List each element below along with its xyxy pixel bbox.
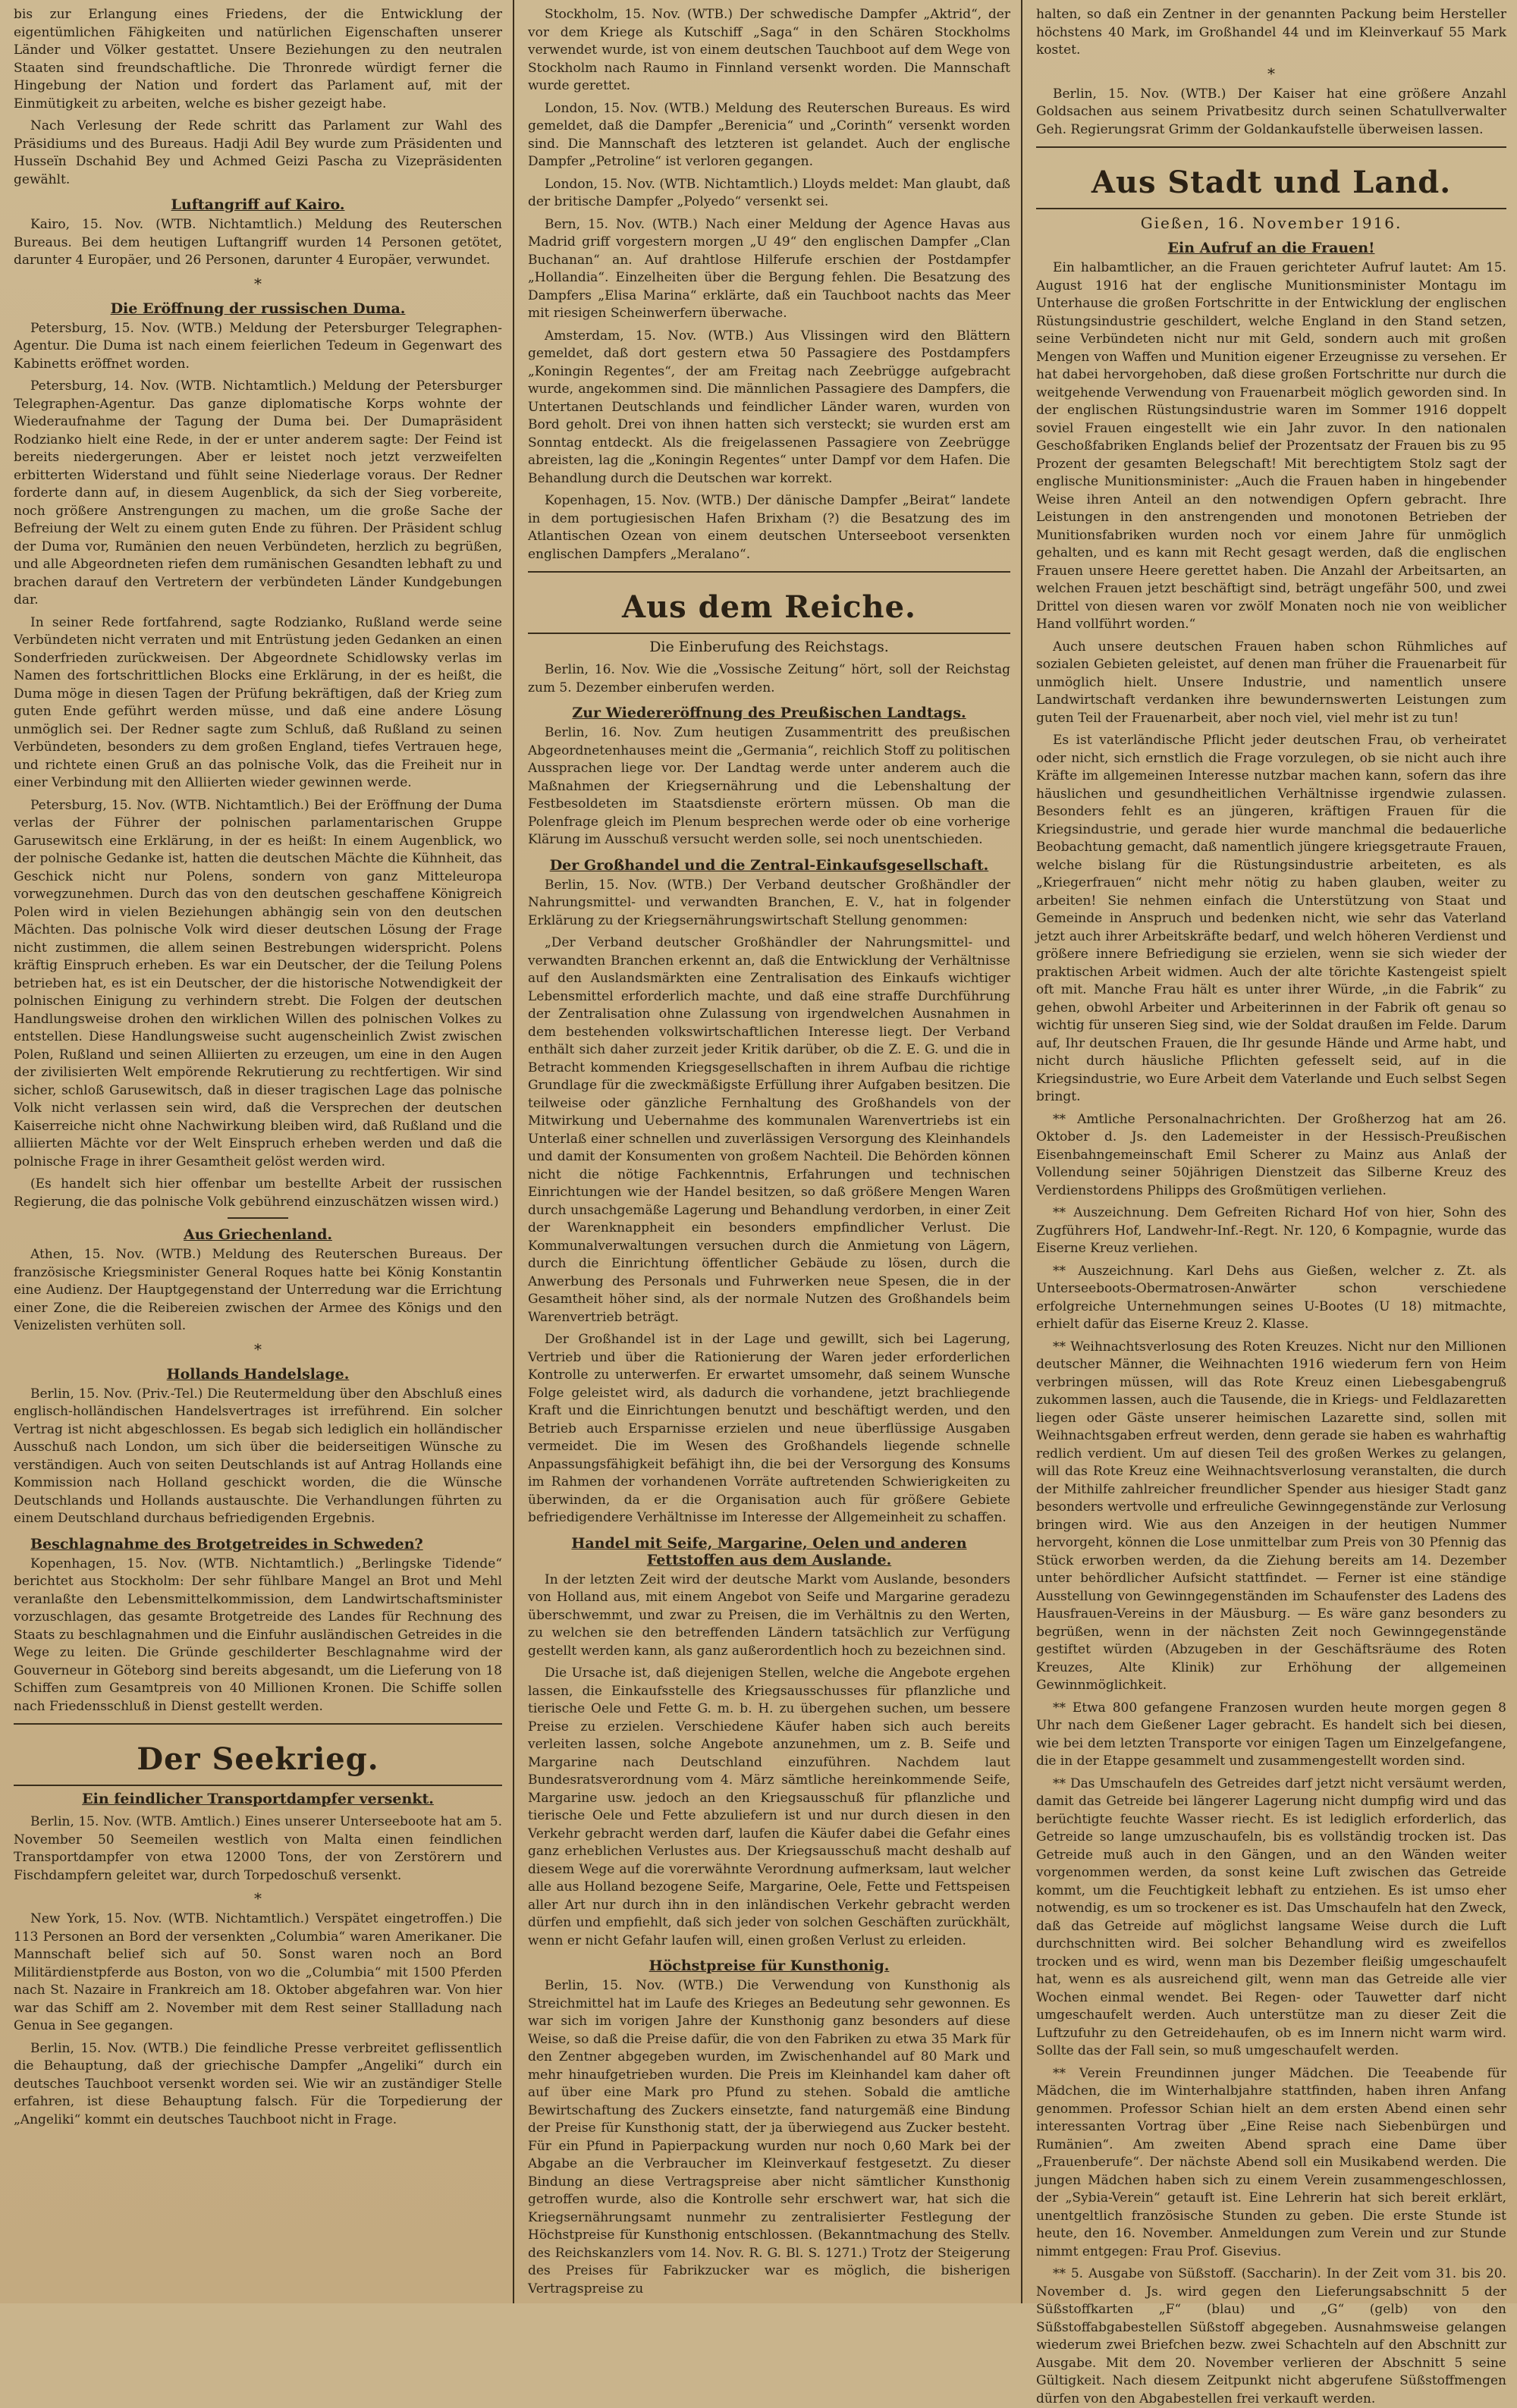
dateline: Gießen, 16. November 1916. bbox=[1140, 214, 1402, 232]
column-middle bbox=[513, 0, 1021, 2303]
article-seife-2: Die Ursache ist, daß diejenigen Stellen, welche die Angebote ergehen lassen, die Einkaufsstelle des Kriegsausschusses für pflanzliche und tierische Oele und Fette G. m. b. H. zu übergehen suchen, um bessere Preise zu erzielen. Verschiedene Käufer haben sich auch bereits verleiten lassen, solche Angebote anzunehmen, um z. B. Seife und Margarine nach Deutschland einzuführen. Nachdem laut Bundesratsverordnung vom 4. März sämtliche hereinkommende Seife, Margarine usw. jedoch an den Kriegsausschuß für pflanzliche und tierische Oele und Fette abzuliefern ist und nur durch diesen in den Verkehr gebracht werden darf, laufen die Käufer dabei die Gefahr eines ganz erheblichen Verlustes aus. Der Kriegsausschuß macht deshalb auf diesem Wege auf die vorerwähnte Verordnung aufmerksam, laut welcher alle aus Holland bezogene Seife, Margarine, Oele, Fette und Fettspeisen aller Art nur durch ihn in den inländischen Verkehr gebracht werden dürfen und empfiehlt, daß sich jeder von solchen Geschäften zurückhält, wenn er nicht Gefahr laufen will, einen großen Verlust zu erleiden. bbox=[528, 1666, 1010, 1948]
article-aufruf-2: Auch unsere deutschen Frauen haben schon Rühmliches auf sozialen Gebieten geleistet, auf denen man früher die Frauenarbeit für unmöglich hielt. Unsere Industrie, und namentlich unsere Landwirtschaft verdanken ihre bewundernswerten Leistungen zum guten Teil der Frauenarbeit, aber noch viel, viel mehr ist zu tun! bbox=[1036, 639, 1506, 726]
article-duma-5: (Es handelt sich hier offenbar um bestellte Arbeit der russischen Regierung, die das polnische Volk gebührend einzuschätzen wissen wird.) bbox=[14, 1176, 502, 1210]
article-duma-1: Petersburg, 15. Nov. (WTB.) Meldung der Petersburger Telegraphen-Agentur. Die Duma ist nach einem feierlichen Tedeum in Gegenwart des Kabinetts eröffnet worden. bbox=[14, 320, 502, 372]
headline-reichstag: Die Einberufung des Reichstags. bbox=[649, 639, 889, 655]
headline-kairo: Luftangriff auf Kairo. bbox=[171, 196, 345, 213]
article-angeliki: Berlin, 15. Nov. (WTB.) Die feindliche Presse verbreitet geflissentlich die Behauptung, daß der griechische Dampfer „Angeliki“ durch ein deutsches Tauchboot versenkt worden sei. Wie wir an zuständiger Stelle erfahren, ist diese Behauptung falsch. Für die Torpedierung der „Angeliki“ kommt ein deutsches Tauchboot nicht in Frage. bbox=[14, 2040, 502, 2127]
section-seekrieg bbox=[14, 1723, 502, 1786]
article-franzosen: ** Etwa 800 gefangene Franzosen wurden heute morgen gegen 8 Uhr nach dem Gießener Lager gebracht. Es handelt sich bei diesen, wie bei dem letzten Transporte vor einigen Tagen um Einzelgefangene, die in der Etappe gesammelt und zusammengestellt worden sind. bbox=[1036, 1700, 1506, 1769]
article-landtag: Berlin, 16. Nov. Zum heutigen Zusammentritt des preußischen Abgeordnetenhauses meint die „Germania“, reichlich Stoff zu politischen Aussprachen liege vor. Der Landtag werde unter anderem auch die Maßnahmen der Kriegsernährung und die Lebenshaltung der Festbesoldeten im Staatsdienste erörtern müssen. Ob man die Polenfrage gleich im Plenum besprechen werde oder ob eine vorherige Klärung im Ausschuß versucht werden solle, sei noch unentschieden. bbox=[528, 725, 1010, 847]
article-getreide: ** Das Umschaufeln des Getreides darf jetzt nicht versäumt werden, damit das Getreide bei längerer Lagerung nicht dumpfig wird und das berüchtigte feuchte Wasser riecht. Es ist lediglich erforderlich, das Getreide so lange umzuschaufeln, bis es vollständig trocken ist. Das Getreide muß auch in den Gängen, und an den Wänden weiter vorgenommen werden, da sonst keine Luft zwischen das Getreide kommt, um die Feuchtigkeit lebhaft zu entziehen. Es ist umso eher notwendig, es um so trockener es ist. Das Umschaufeln hat den Zweck, daß das Getreide auf möglichst langsame Weise durch die Luft durchschnitten wird. Bei solcher Behandlung wird es zweifellos trocken und es wird, wenn man bis Dezember fleißig umgeschaufelt hat, wenn es als ausreichend gilt, wenn man das Getreide alle vier Wochen einmal wendet. Bei Regen- oder Tauwetter darf nicht umgeschaufelt werden. Auch unterstütze man zu dieser Zeit die Luftzufuhr zu den Getreidehaufen, ob es im Innern nicht warm wird. Sollte das der Fall sein, so muß umgeschaufelt werden. bbox=[1036, 1775, 1506, 2058]
article-auszeichnung-1: ** Auszeichnung. Dem Gefreiten Richard Hof von hier, Sohn des Zugführers Hof, Landwehr-Inf.-Regt. Nr. 120, 6 Kompagnie, wurde das Eiserne Kreuz verliehen. bbox=[1036, 1205, 1506, 1256]
article-text: bis zur Erlangung eines Friedens, der die Entwicklung der eigentümlichen Fähigkeiten und natürlichen Eigenschaften unserer Länder und Völker gestattet. Unsere Beziehungen zu den neutralen Staaten sind freundschaftliche. Die Thronrede würdigt ferner die Hingebung der Nation und fordert das Parlament auf, mit der Einmütigkeit zu arbeiten, welche es bisher gezeigt habe. bbox=[14, 7, 502, 111]
article-holland: Berlin, 15. Nov. (Priv.-Tel.) Die Reutermeldung über den Abschluß eines englisch-holländischen Handelsvertrages ist irreführend. Ein solcher Vertrag ist nicht abgeschlossen. Es begab sich lediglich ein holländischer Ausschuß nach London, um sich über die beiderseitigen Wünsche zu verständigen. Auch von seiten Deutschlands ist auf Antrag Hollands eine Kommission nach Holland geschickt worden, die die Wünsche Deutschlands und Hollands austauschte. Die Verhandlungen führten zu einem Deutschland durchaus befriedigenden Ergebnis. bbox=[14, 1386, 502, 1526]
article-reichstag: Berlin, 16. Nov. Wie die „Vossische Zeitung“ hört, soll der Reichstag zum 5. Dezember einberufen werden. bbox=[528, 662, 1010, 695]
column-right bbox=[1021, 0, 1517, 2406]
article-personalnachrichten: ** Amtliche Personalnachrichten. Der Großherzog hat am 26. Oktober d. Js. den Lademeister in der Hessisch-Preußischen Eisenbahngemeinschaft Emil Scherer zu Mainz aus Anlaß der Vollendung seiner 50jährigen Dienstzeit das Silberne Kreuz des Verdienstordens Philipps des Großmütigen verliehen. bbox=[1036, 1111, 1506, 1198]
article-london-2: London, 15. Nov. (WTB. Nichtamtlich.) Lloyds meldet: Man glaubt, daß der britische Dampfer „Polyedo“ versenkt sei. bbox=[528, 176, 1010, 209]
article-brotgetreide: Kopenhagen, 15. Nov. (WTB. Nichtamtlich.) „Berlingske Tidende“ berichtet aus Stockholm: Der sehr fühlbare Mangel an Brot und Mehl veranlaßte den Lebensmittelkommission, dem Landwirtschaftsminister vorzuschlagen, das gesamte Brotgetreide des Landes für Rechnung des Staats zu beschlagnahmen und die Einfuhr ausländischen Getreides in die Wege zu leiten. Die Gründe geschilderter Beschlagnahme wird der Gouverneur in Göteborg sind bereits abgesandt, um die Lieferung von 18 Schiffen zum Gesamtpreis von 40 Millionen Kronen. Die Schiffe sollen nach Friedensschluß in Dienst gestellt werden. bbox=[14, 1556, 502, 1714]
article-duma-3: In seiner Rede fortfahrend, sagte Rodzianko, Rußland werde seine Verbündeten nicht verraten und mit Entrüstung jeden Gedanken an einen Sonderfrieden zurückweisen. Der Abgeordnete Schidlowsky verlas im Namen des fortschrittlichen Blocks eine Erklärung, in der es heißt, die Duma möge in diesen Tagen der Prüfung bekräftigen, daß der Krieg zum guten Ende geführt werden müsse, und daß eine andere Lösung unmöglich sei. Der Redner sagte zum Schluß, daß Rußland zu seinen Verbündeten, besonders zu dem großen England, tiefes Vertrauen hege, und richtete einen Gruß an das polnische Volk, das die Freiheit nur in einer Verbindung mit den Alliierten wieder gewinnen werde. bbox=[14, 614, 502, 790]
article-text: Nach Verlesung der Rede schritt das Parlament zur Wahl des Präsidiums und des Bureaus. Hadji Adil Bey wurde zum Präsidenten und Husseïn Dschahid Bey und Achmed Geizi Pascha zu Vizepräsidenten gewählt. bbox=[14, 118, 502, 187]
divider bbox=[228, 1217, 288, 1219]
subheadline-transport: Ein feindlicher Transportdampfer versenkt. bbox=[82, 1791, 434, 1807]
article-seife-1: In der letzten Zeit wird der deutsche Markt vom Auslande, besonders von Holland aus, mit einem Angebot von Seife und Margarine geradezu überschwemmt, und zwar zu Preisen, die im Verhältnis zu den Werten, zu welchen sie den betreffenden Ländern tatsächlich zur Verfügung gestellt werden kann, als ganz außerordentlich hoch zu bezeichnen sind. bbox=[528, 1571, 1010, 1659]
article-verein: ** Verein Freundinnen junger Mädchen. Die Teeabende für Mädchen, die im Winterhalbjahre stattfinden, haben ihren Anfang genommen. Professor Schian hielt an dem ersten Abend einen sehr interessanten Vortrag über „Eine Reise nach Siebenbürgen und Rumänien“. Am zweiten Abend sprach eine Dame über „Frauenberufe“. Der nächste Abend soll ein Musikabend werden. Die jungen Mädchen haben sich zu einem Verein zusammengeschlossen, der „Sybia-Verein“ getauft ist. Eine Lehrerin hat sich bereit erklärt, unentgeltlich französische Stunden zu geben. Die erste Stunde ist heute, den 16. November. Anmeldungen zum Verein und zur Stunde nimmt entgegen: Frau Prof. Gisevius. bbox=[1036, 2065, 1506, 2259]
article-grosshandel-3: Der Großhandel ist in der Lage und gewillt, sich bei Lagerung, Vertrieb und über die Rationierung der Waren jeder erforderlichen Kontrolle zu unterwerfen. Er erwartet umsomehr, daß seinem Wunsche Folge geleistet wird, als dadurch die vorhandene, jetzt brachliegende Kraft und die Einrichtungen benutzt und beschäftigt werden, und den Betrieb auch Ersparnisse erzielen und neue überflüssige Ausgaben vermeidet. Die im Wesen des Großhandels liegende schnelle Anpassungsfähigkeit befähigt ihn, die bei der Versorgung des Konsums im Rahmen der vorhandenen Vorräte auftretenden Schwierigkeiten zu überwinden, da er die Organisation auch für größere Gebiete befriedigendere Verhältnisse im Interesse der Allgemeinheit zu schaffen. bbox=[528, 1332, 1010, 1525]
article-duma-4: Petersburg, 15. Nov. (WTB. Nichtamtlich.) Bei der Eröffnung der Duma verlas der Führer der polnischen parlamentarischen Gruppe Garusewitsch eine Erklärung, in der es heißt: In einem Augenblick, wo der polnische Gedanke ist, hatten die deutschen Mächte die Kühnheit, das Geschick nicht nur Polens, sondern von ganz Mitteleuropa vorwegzunehmen. Durch das von den deutschen geschaffene Königreich Polen wird in vielen Beziehungen abhängig sein von den deutschen Mächten. Das polnische Volk wird dieser deutschen Lösung der Frage nicht zustimmen, die allem seinen Bestrebungen widerspricht. Polens kräftig Einspruch erheben. Es war ein Deutscher, der die Teilung Polens betrieben hat, es ist ein Deutscher, der die historische Notwendigkeit der polnischen Einigung zu verhindern strebt. Die Folgen der deutschen Handlungsweise drohen den wirklichen Willen des polnischen Volkes zu entstellen. Diese Handlungsweise sucht augenscheinlich Zwist zwischen Polen, Rußland und seinen Alliierten zu erzeugen, um eine in den Augen der zivilisierten Welt empörende Rekrutierung zu rechtfertigen. Wir sind sicher, schloß Garusewitsch, daß in dieser tragischen Lage das polnische Volk nicht verlassen sein wird, daß die Versprechen der deutschen Kaiserreiche nicht ohne Nachwirkung bleiben wird, daß Rußland und die alliierten Mächte vor der Welt Einspruch erheben werden und daß die polnische Frage in ihrer Gesamtheit gelöst werden wird. bbox=[14, 797, 502, 1169]
article-griechenland: Athen, 15. Nov. (WTB.) Meldung des Reuterschen Bureaus. Der französische Kriegsminister General Roques hatte bei König Konstantin eine Audienz. Der Hauptgegenstand der Unterredung war die Errichtung einer Zone, die die Reibereien zwischen der Armee des Königs und den Venizelisten verhüten soll. bbox=[14, 1247, 502, 1333]
column-left bbox=[0, 0, 513, 2303]
article-weihnachtsverlosung: ** Weihnachtsverlosung des Roten Kreuzes. Nicht nur den Millionen deutscher Männer, die Weihnachten 1916 wiederum fern von Heim verbringen müssen, will das Rote Kreuz einen Liebesgabengruß zukommen lassen, auch die Tausende, die in Kriegs- und Feldlazaretten liegen oder Gäste unserer heimischen Lazarette sind, sollen mit Weihnachtsgaben erfreut werden, denn gerade sie haben es wahrhaftig redlich verdient. Um auf diesen Teil des großen Werkes zu gelangen, will das Rote Kreuz eine Weihnachtsverlosung veranstalten, die durch der Mithilfe zahlreicher freundlicher Spender aus hiesiger Stadt ganz besonders wertvolle und erfreuliche Gewinngegenstände zur Verlosung bringen wird. Wie aus den Anzeigen in der heutigen Nummer hervorgeht, können die Lose unmittelbar zum Preis von 30 Pfennig das Stück erworben werden, da die Ziehung bereits am 14. Dezember unter behördlicher Aufsicht stattfindet. — Ferner ist eine ständige Ausstellung von Gewinngegenständen im Schaufenster des Ladens des Hausfrauen-Vereins in der Mäusburg. — Es wäre ganz besonders zu begrüßen, wenn in der nächsten Zeit noch Gewinngegenstände gestiftet würden (Abzugeben in der Geschäftsräume des Roten Kreuzes, Alte Klinik) zur Erhöhung der allgemeinen Gewinnmöglichkeit. bbox=[1036, 1339, 1506, 1693]
headline-holland: Hollands Handelslage. bbox=[166, 1365, 350, 1383]
article-kunsthonig: Berlin, 15. Nov. (WTB.) Die Verwendung von Kunsthonig als Streichmittel hat im Laufe des Krieges an Bedeutung sehr gewonnen. Es war sich im vorigen Jahre der Kunsthonig ganz besonders auf diese Weise, so daß die Preise dafür, die von den Fabriken zu etwa 35 Mark für den Zentner abgegeben wurden, im Zwischenhandel auf 80 Mark und mehr hinaufgetrieben wurden. Die Preis im Kleinhandel kam daher oft auf über eine Mark pro Pfund zu stehen. Sobald die amtliche Bewirtschaftung des Zuckers einsetzte, fand naturgemäß eine Bindung der Preise für Kunsthonig statt, der ja überwiegend aus Zucker besteht. Für ein Pfund in Papierpackung wurden nur noch 0,60 Mark bei der Abgabe an die Verbraucher im Kleinverkauf festgesetzt. Zu dieser Bindung an diese Vertragspreise aber nicht sämtlicher Kunsthonig getroffen wurde, also die Kontrolle sehr erschwert war, hat sich die Kriegsernährungsamt nunmehr zu zentralisierter Festlegung der Höchstpreise für Kunsthonig entschlossen. (Bekanntmachung des Stellv. des Reichskanzlers vom 14. Nov. R. G. Bl. S. 1271.) Trotz der Steigerung des Preises für Fabrikzucker war es möglich, die bisherigen Vertragspreise zu bbox=[528, 1978, 1010, 2297]
article-amsterdam: Amsterdam, 15. Nov. (WTB.) Aus Vlissingen wird den Blättern gemeldet, daß dort gestern etwa 50 Passagiere des Postdampfers „Koningin Regentes“, der am Freitag nach Zeebrügge aufgebracht wurde, angekommen sind. Die männlichen Passagiere des Dampfers, die Untertanen Deutschlands und feindlicher Länder waren, wurden von Bord geholt. Drei von ihnen hatten sich versteckt; sie wurden erst am Sonntag entdeckt. Als die freigelassenen Passagiere von Zeebrügge abreisten, lag die „Koningin Regentes“ unter Dampf vor dem Hafen. Die Behandlung durch die Deutschen war korrekt. bbox=[528, 328, 1010, 486]
headline-landtag: Zur Wiedereröffnung des Preußischen Landtags. bbox=[572, 705, 966, 721]
article-aufruf-3: Es ist vaterländische Pflicht jeder deutschen Frau, ob verheiratet oder nicht, sich ernstlich die Frage vorzulegen, ob sie nicht auch ihre Kräfte im allgemeinen Interesse nutzbar machen kann, sofern das ihre häuslichen und gesundheitlichen Verhältnisse irgendwie zulassen. Besonders fehlt es an jüngeren, kräftigen Frauen für die Kriegsindustrie, und gerade hier wurde manchmal die bedauerliche Beobachtung gemacht, daß namentlich jüngere kriegsgetraute Frauen, welche bislang für die Rüstungsindustrie arbeiteten, es als „Kriegerfrauen“ nicht mehr nötig zu haben glauben, weiter zu arbeiten! Sie nehmen einfach die Unterstützung von Staat und Gemeinde in Anspruch und bedenken nicht, wie sehr das Vaterland jetzt auch ihrer Arbeitskräfte bedarf, und welch höheren Verdienst und größere innere Befriedigung sie erzielen, wenn sie sich wieder der praktischen Arbeit widmen. Auch der alte törichte Kastengeist spielt oft mit. Manche Frau hält es unter ihrer Würde, „in die Fabrik“ zu gehen, obwohl Arbeiter und Arbeiterinnen in der Fabrik oft genau so wichtig für unseren Sieg sind, wie der Soldat draußen im Felde. Darum auf, Ihr deutschen Frauen, die Ihr gesunde Hände und Arme habt, und nicht durch häusliche Pflichten gefesselt seid, auf in die Kriegsindustrie, wo Eure Arbeit dem Vaterlande und Euch selbst Segen bringt. bbox=[1036, 733, 1506, 1104]
article-columbia: New York, 15. Nov. (WTB. Nichtamtlich.) Verspätet eingetroffen.) Die 113 Personen an Bord der versenkten „Columbia“ waren Amerikaner. Die Mannschaft belief sich auf 50. Sonst waren noch an Bord Militärdienstpferde aus Boston, von wo die „Columbia“ mit 1500 Pferden nach St. Nazaire in Frankreich am 18. Oktober abgefahren war. Von hier war das Schiff am 2. November mit dem Rest seiner Stallladung nach Genua in See gegangen. bbox=[14, 1911, 502, 2033]
article-transport: Berlin, 15. Nov. (WTB. Amtlich.) Eines unserer Unterseeboote hat am 5. November 50 Seemeilen westlich von Malta einen feindlichen Transportdampfer von etwa 12000 Tons, der von Zerstörern und Fischdampfern geleitet war, durch Torpedoschuß versenkt. bbox=[14, 1814, 502, 1883]
headline-griechenland: Aus Griechenland. bbox=[184, 1226, 332, 1243]
article-kairo: Kairo, 15. Nov. (WTB. Nichtamtlich.) Meldung des Reuterschen Bureaus. Bei dem heutigen Luftangriff wurden 14 Personen getötet, darunter 4 Europäer, und 26 Personen, darunter 4 Europäer, verwundet. bbox=[14, 217, 502, 268]
separator-star: * bbox=[254, 1339, 262, 1358]
article-kaiser: Berlin, 15. Nov. (WTB.) Der Kaiser hat eine größere Anzahl Goldsachen aus seinem Privatbesitz durch seinen Schatullverwalter Geh. Regierungsrat Grimm der Goldankaufstelle überweisen lassen. bbox=[1036, 86, 1506, 137]
section-stadt-land bbox=[1036, 146, 1506, 209]
section-title-reiche: Aus dem Reiche. bbox=[622, 589, 916, 625]
headline-aufruf: Ein Aufruf an die Frauen! bbox=[1167, 240, 1375, 256]
section-reiche bbox=[528, 571, 1010, 634]
article-grosshandel-2: „Der Verband deutscher Großhändler der Nahrungsmittel- und verwandten Branchen erkennt an, daß die Entwicklung der Verhältnisse auf den Auslandsmärkten eine Zentralisation des Einkaufs wichtiger Lebensmittel erforderlich machte, und daß eine straffe Durchführung der Zentralisation ohne Zulassung von irgendwelchen Ausnahmen in dem bestehenden volkswirtschaftlichen Interesse liegt. Der Verband enthält sich daher zurzeit jeder Kritik darüber, ob die Z. E. G. und die in Betracht kommenden Kriegsgesellschaften in ihrem Aufbau die richtige Grundlage für die zweckmäßigste Erfüllung ihrer Aufgaben besitzen. Die teilweise oder gänzliche Fernhaltung des Großhandels von der Mitwirkung und Uebernahme des kommunalen Warenvertriebs ist ein Unterlaß einer schnellen und zuverlässigen Versorgung des Kleinhandels und damit der Konsumenten von großem Nachteil. Die Behörden können nicht die nötige Fachkenntnis, Erfahrungen und technischen Einrichtungen wie der Handel besitzen, so daß größere Mengen Waren durch unsachgemäße Lagerung und Behandlung verdorben, in einer Zeit der Warenknappheit ein besonders empfindlicher Verlust. Die Kommunalverwaltungen versuchen durch die Anmietung von Lägern, durch die Einrichtung öffentlicher Gebäude zu lösen, durch die Anwerbung des Personals und Fuhrwerken neue Spesen, die in der Gesamtheit höher sind, als der normale Nutzen des Großhandels beim Warenvertrieb beträgt. bbox=[528, 935, 1010, 1325]
headline-duma: Die Eröffnung der russischen Duma. bbox=[110, 300, 406, 317]
section-title-seekrieg: Der Seekrieg. bbox=[137, 1741, 379, 1777]
article-london-1: London, 15. Nov. (WTB.) Meldung des Reuterschen Bureaus. Es wird gemeldet, daß die Dampfer „Berenicia“ und „Corinth“ versenkt worden sind. Die Mannschaft des letzteren ist gelandet. Auch der englische Dampfer „Petroline“ ist verloren gegangen. bbox=[528, 100, 1010, 169]
separator-star: * bbox=[1267, 64, 1275, 83]
headline-seife: Handel mit Seife, Margarine, Oelen und anderen Fettstoffen aus dem Auslande. bbox=[571, 1534, 967, 1568]
separator-star: * bbox=[254, 1889, 262, 1907]
headline-grosshandel: Der Großhandel und die Zentral-Einkaufsgesellschaft. bbox=[549, 856, 989, 874]
article-text: halten, so daß ein Zentner in der genannten Packung beim Hersteller höchstens 40 Mark, im Großhandel 44 und im Kleinverkauf 55 Mark kostet. bbox=[1036, 7, 1506, 58]
separator-star: * bbox=[254, 274, 262, 293]
article-aufruf-1: Ein halbamtlicher, an die Frauen gerichteter Aufruf lautet: Am 15. August 1916 hat der englische Munitionsminister Montagu im Unterhause die großen Fortschritte in der Entwicklung der englischen Rüstungsindustrie geschildert, welche England in den Stand setzen, seine Verbündeten nicht nur mit Geld, sondern auch mit großen Mengen von Waffen und Munition eigener Erzeugnisse zu versehen. Er hat dabei hervorgehoben, daß diese großen Fortschritte nur durch die weitgehende Verwendung von Frauenarbeit möglich geworden sind. In der englischen Rüstungsindustrie waren im Sommer 1916 doppelt soviel Frauen eingestellt wie ein Jahr zuvor. In den nationalen Geschoßfabriken Englands belief der Prozentsatz der Frauen bis zu 95 Prozent der gesamten Belegschaft! Mit berechtigtem Stolz sagt der englische Munitionsminister: „Auch die Frauen haben in hingebender Weise ihren Anteil an den notwendigen Opfern gebracht. Ihre Leistungen in den anstrengenden und monotonen Betrieben der Munitionsfabriken wurden noch vor einem Jahre für unmöglich gehalten, und es kann mit Recht gesagt werden, daß die englischen Frauen unsere Heere gerettet haben. Die Anzahl der Arbeitsarten, an welchen Frauen jetzt beschäftigt sind, beträgt ungefähr 500, und zwei Drittel von diesen waren vor zwölf Monaten noch nie von weiblicher Hand vollführt worden.“ bbox=[1036, 260, 1506, 632]
article-duma-2: Petersburg, 14. Nov. (WTB. Nichtamtlich.) Meldung der Petersburger Telegraphen-Agentur. Das ganze diplomatische Korps wohnte der Wiederaufnahme der Tagung der Duma bei. Der Dumapräsident Rodzianko hielt eine Rede, in der er unter anderem sagte: Der Feind ist bereits niedergerungen. Aber er leistet noch jetzt verzweifelten erbitterten Widerstand und fühlt seine Niederlage voraus. Der Redner forderte dann auf, in diesem Augenblick, da sich der Sieg vorbereite, noch größere Anstrengungen zu machen, um die große Sache der Befreiung der Welt zu einem guten Ende zu führen. Der Präsident schlug der Duma vor, Rumänien den neuen Verbündeten, herzlich zu begrüßen, und alle Abgeordneten riefen dem rumänischen Gesandten lebhaft zu und brachen darauf den Vertretern der verbündeten Länder Kundgebungen dar. bbox=[14, 378, 502, 607]
article-kopenhagen: Kopenhagen, 15. Nov. (WTB.) Der dänische Dampfer „Beirat“ landete in dem portugiesischen Hafen Brixham (?) die Besatzung des im Atlantischen Ozean von einem deutschen Unterseeboot versenkten englischen Dampfers „Meralano“. bbox=[528, 493, 1010, 562]
article-auszeichnung-2: ** Auszeichnung. Karl Dehs aus Gießen, welcher z. Zt. als Unterseeboots-Obermatrosen-Anwärter schon verschiedene erfolgreiche Unternehmungen seines U-Bootes (U 18) mitmachte, erhielt dafür das Eiserne Kreuz 2. Klasse. bbox=[1036, 1263, 1506, 1332]
article-grosshandel-1: Berlin, 15. Nov. (WTB.) Der Verband deutscher Großhändler der Nahrungsmittel- und verwandten Branchen, E. V., hat in folgender Erklärung zu der Kriegsernährungswirtschaft Stellung genommen: bbox=[528, 877, 1010, 928]
article-bern: Bern, 15. Nov. (WTB.) Nach einer Meldung der Agence Havas aus Madrid griff vorgestern morgen „U 49“ den englischen Dampfer „Clan Buchanan“ an. Auf drahtlose Hilferufe erschien der Postdampfer „Hollandia“. Einzelheiten über die Bergung fehlen. Die Besatzung des Dampfers „Elisa Marina“ erklärte, daß ein Tauchboot nachts das Meer mit riesigen Scheinwerfern überwache. bbox=[528, 216, 1010, 321]
article-suessstoff: ** 5. Ausgabe von Süßstoff. (Saccharin). In der Zeit vom 31. bis 20. November d. Js. wird gegen den Lieferungsabschnitt 5 der Süßstoffkarten „F“ (blau) und „G“ (gelb) von den Süßstoffabgabestellen Süßstoff abgegeben. Ausnahmsweise gelangen wiederum zwei Briefchen bezw. zwei Schachteln auf den Abschnitt zur Ausgabe. Mit dem 20. November verlieren der Abschnitt 5 seine Gültigkeit. Nach diesem Zeitpunkt nicht abgerufene Süßstoffmengen dürfen von den Abgabestellen frei verkauft werden. bbox=[1036, 2266, 1506, 2406]
headline-kunsthonig: Höchstpreise für Kunsthonig. bbox=[649, 1957, 890, 1974]
section-title-stadt-land: Aus Stadt und Land. bbox=[1091, 165, 1452, 200]
headline-brotgetreide: Beschlagnahme des Brotgetreides in Schweden? bbox=[30, 1535, 423, 1552]
article-stockholm: Stockholm, 15. Nov. (WTB.) Der schwedische Dampfer „Aktrid“, der vor dem Kriege als Kutschiff „Saga“ in den Schären Stockholms verwendet wurde, ist von einem deutschen Tauchboot auf dem Wege von Stockholm nach Raumo in Finnland versenkt worden. Die Mannschaft wurde gerettet. bbox=[528, 7, 1010, 93]
